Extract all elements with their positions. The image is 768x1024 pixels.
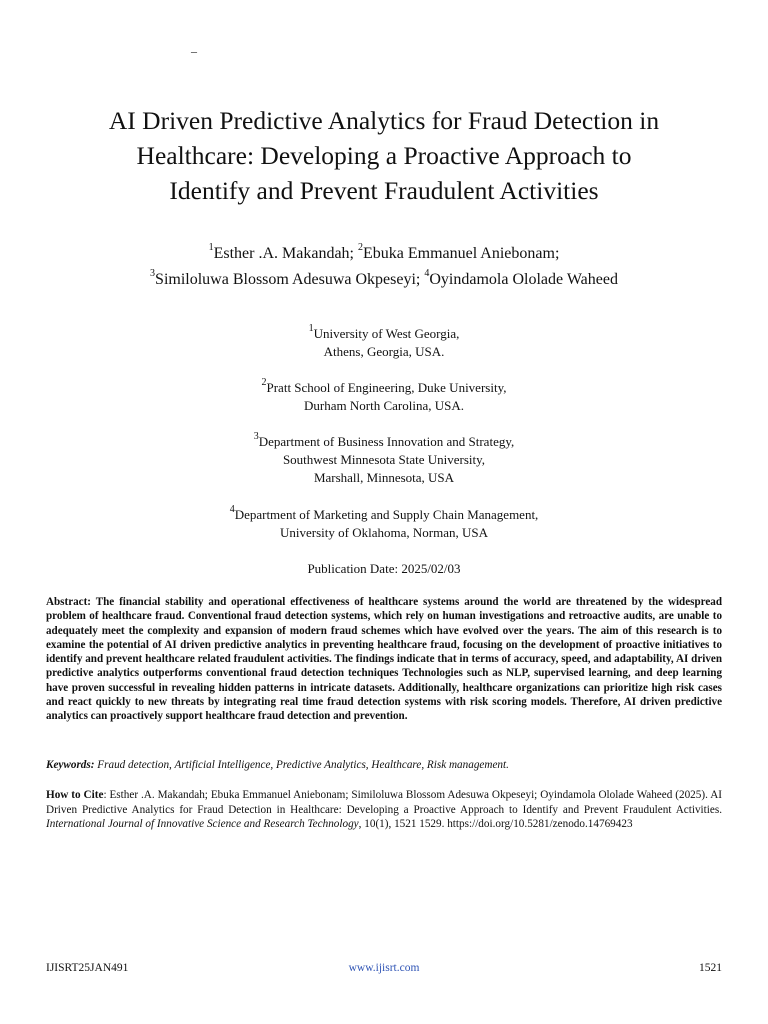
affiliation-line: Southwest Minnesota State University,: [282, 452, 486, 467]
footer-website-link[interactable]: www.ijisrt.com: [348, 962, 420, 974]
author-number: 1: [208, 241, 214, 253]
title-line: Healthcare: Developing a Proactive Approach to: [136, 141, 632, 170]
title-line: Identify and Prevent Fraudulent Activities: [169, 176, 599, 205]
publication-date: Publication Date: 2025/02/03: [307, 561, 461, 576]
affiliation-line: Pratt School of Engineering, Duke University,: [266, 380, 507, 395]
author-number: 2: [358, 241, 363, 253]
header-dash: –: [191, 44, 197, 58]
abstract-text: The financial stability and operational effectiveness of healthcare systems around the world are threatened by the widespread problem of healthcare fraud. Conventional fraud detection systems, which rely on human investigations and retroactive audits, are unable to adequately meet the complexity and expansion of modern fraud schemes which have evolved over the years. The aim of this research is to examine the potential of AI driven predictive analytics in preventing healthcare fraud, focusing on the development of proactive initiatives to identify and prevent healthcare related fraudulent activities. The findings indicate that in terms of accuracy, speed, and adaptability, AI driven predictive analytics outperforms conventional fraud detection techniques Technologies such as NLP, supervised learning, and deep learning have proven successful in revealing hidden patterns in intricate datasets. Additionally, healthcare organizations can prioritize high risk cases and react quickly to new threats by integrating real time fraud detection systems with risk scoring models. Therefore, AI driven predictive analytics can proactively support healthcare fraud detection and prevention.: [46, 596, 722, 723]
affiliation-number: 4: [229, 503, 235, 515]
keywords-label: Keywords:: [46, 759, 95, 771]
keywords: [46, 758, 722, 772]
footer-paper-id: IJISRT25JAN491: [46, 962, 129, 974]
affiliation-3: [30, 430, 738, 487]
affiliation-line: University of West Georgia,: [313, 326, 460, 341]
footer-page-number: 1521: [699, 962, 722, 974]
author-number: 3: [150, 267, 156, 279]
affiliation-line: Athens, Georgia, USA.: [323, 344, 445, 359]
affiliation-4: [30, 503, 738, 542]
affiliation-line: Department of Business Innovation and Strategy,: [258, 434, 515, 449]
cite-label: How to Cite: [46, 789, 104, 801]
how-to-cite: [46, 788, 722, 832]
affiliation-line: Marshall, Minnesota, USA: [313, 470, 455, 485]
author-name: Similoluwa Blossom Adesuwa Okpeseyi;: [155, 271, 421, 288]
cite-tail: , 10(1), 1521 1529. https://doi.org/10.5281/zenodo.14769423: [358, 818, 633, 830]
affiliation-number: 2: [261, 376, 267, 388]
affiliation-line: Durham North Carolina, USA.: [304, 398, 464, 413]
abstract-label: Abstract:: [46, 596, 91, 608]
paper-title: [30, 103, 738, 208]
author-name: Oyindamola Ololade Waheed: [429, 271, 618, 288]
affiliation-1: [30, 322, 738, 361]
author-name: Esther .A. Makandah;: [213, 245, 354, 262]
affiliation-number: 1: [308, 322, 314, 334]
keywords-text: Fraud detection, Artificial Intelligence, Predictive Analytics, Healthcare, Risk management.: [97, 759, 509, 771]
title-line: AI Driven Predictive Analytics for Fraud Detection in: [108, 106, 660, 135]
affiliation-line: Department of Marketing and Supply Chain Management,: [234, 507, 539, 522]
author-number: 4: [424, 267, 430, 279]
abstract: [46, 595, 722, 724]
affiliation-number: 3: [253, 430, 259, 442]
cite-text: : Esther .A. Makandah; Ebuka Emmanuel Aniebonam; Similoluwa Blossom Adesuwa Okpeseyi; Oyindamola Ololade Waheed (2025). AI Driven Predictive Analytics for Fraud Detection in Healthcare: Developing a Proactive Approach to Identify and Prevent Fraudulent Activities.: [46, 789, 722, 816]
affiliation-2: [30, 376, 738, 415]
author-name: Ebuka Emmanuel Aniebonam;: [363, 245, 560, 262]
cite-journal: International Journal of Innovative Science and Research Technology: [46, 818, 359, 830]
author-list: [30, 241, 738, 293]
affiliation-line: University of Oklahoma, Norman, USA: [280, 525, 488, 540]
